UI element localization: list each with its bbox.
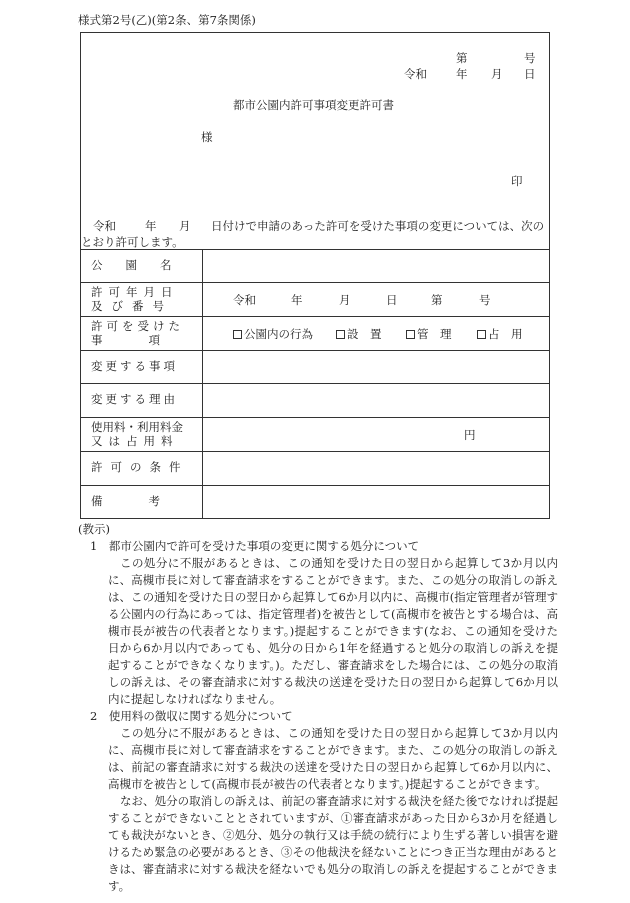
permit-form <box>80 32 550 519</box>
permit-date-label-line2: 及び番号 <box>91 299 173 313</box>
section1-title: 1 都市公園内で許可を受けた事項の変更に関する処分について <box>90 539 420 553</box>
table-line <box>81 451 549 452</box>
permit-date-nen: 年 <box>291 293 303 307</box>
intro-text-line1: 日付けで申請のあった許可を受けた事項の変更については、次の <box>211 219 545 233</box>
permit-date-label-text: 許可年月日 <box>91 285 179 299</box>
change-item-label: 変更する事項 <box>91 359 178 373</box>
checkbox-icon[interactable] <box>233 330 242 339</box>
table-line <box>81 316 549 317</box>
fee-label-line2: 又は占用料 <box>91 434 179 448</box>
table-line <box>81 350 549 351</box>
permitted-item-label-line1: 許可を受けた <box>91 319 184 333</box>
option-occupancy[interactable] <box>477 326 523 342</box>
option-label: 公園内の行為 <box>244 327 313 341</box>
page-title: 都市公園内許可事項変更許可書 <box>233 98 394 112</box>
permit-number-go: 号 <box>479 293 491 307</box>
option-installation[interactable] <box>336 326 382 342</box>
option-park-activity[interactable] <box>233 326 313 342</box>
permit-date-hi: 日 <box>386 293 398 307</box>
permit-number-dai: 第 <box>431 293 443 307</box>
intro-reiwa: 令和 <box>93 219 116 233</box>
table-divider <box>202 249 203 519</box>
permit-date-tsuki: 月 <box>339 293 351 307</box>
instructions-heading: (教示) <box>78 522 110 536</box>
park-name-label: 公 園 名 <box>91 258 172 272</box>
table-line <box>81 282 549 283</box>
form-id: 様式第2号(乙)(第2条、第7条関係) <box>78 13 256 27</box>
fee-label-line1: 使用料・利用料金 <box>91 420 183 434</box>
permit-date-reiwa: 令和 <box>233 293 256 307</box>
conditions-label: 許可の条件 <box>91 460 189 474</box>
doc-date-reiwa: 令和 <box>404 67 427 81</box>
fee-unit: 円 <box>464 428 476 442</box>
option-label: 占 用 <box>488 327 523 341</box>
intro-nen: 年 <box>145 219 157 233</box>
checkbox-icon[interactable] <box>477 330 486 339</box>
intro-tsuki: 月 <box>179 219 191 233</box>
option-label: 管 理 <box>417 327 452 341</box>
permitted-item-label-line2: 事 項 <box>91 333 160 347</box>
checkbox-icon[interactable] <box>336 330 345 339</box>
table-line <box>81 383 549 384</box>
remarks-label: 備 考 <box>91 494 160 508</box>
table-line <box>81 249 549 250</box>
section2-body2: なお、処分の取消しの訴えは、前記の審査請求に対する裁決を経た後でなければ提起することができないこととされていますが、①審査請求があった日から3か月を経過しても裁決がないとき、②処分、処分の執行又は手続の続行により生ずる著しい損害を避けるため緊急の必要があるとき、③その他裁決を経ないことにつき正当な理由があるときは、審査請求に対する裁決を経ないでも処分の取消しの訴えを提起することができます。 <box>108 794 558 893</box>
intro-text-line2: とおり許可します。 <box>81 235 184 249</box>
doc-date-tsuki: 月 <box>491 67 503 81</box>
section1-body: この処分に不服があるときは、この通知を受けた日の翌日から起算して3か月以内に、高槻市長に対して審査請求をすることができます。また、この処分の取消しの訴えは、この通知を受けた日の翌日から起算して6か月以内に、高槻市(指定管理者が管理する公園内の行為にあっては、指定管理者)を被告として(高槻市を被告とする場合は、高槻市長が被告の代表者となります。)提起することができます(なお、この通知を受けた日から6か月以内であっても、処分の日から1年を経過すると処分の取消しの訴えを提起することができなくなります。)。ただし、審査請求をした場合には、この処分の取消しの訴えは、その審査請求に対する裁決の送達を受けた日の翌日から起算して6か月以内に提起しなければなりません。 <box>108 556 558 706</box>
checkbox-icon[interactable] <box>406 330 415 339</box>
addressee-suffix: 様 <box>201 130 213 144</box>
section2-title: 2 使用料の徴収に関する処分について <box>90 709 293 723</box>
table-line <box>81 417 549 418</box>
permit-date-label-line1 <box>91 285 191 300</box>
table-line <box>81 485 549 486</box>
doc-number-dai: 第 <box>456 51 468 65</box>
seal-mark: 印 <box>511 174 523 188</box>
option-management[interactable] <box>406 326 452 342</box>
instructions <box>78 521 558 895</box>
section2-body1: この処分に不服があるときは、この通知を受けた日の翌日から起算して3か月以内に、高槻市長に対して審査請求をすることができます。また、この処分の取消しの訴えは、前記の審査請求に対する裁決の送達を受けた日の翌日から起算して6か月以内に、高槻市を被告として(高槻市長が被告の代表者となります。)提起することができます。 <box>108 726 558 791</box>
doc-number-go: 号 <box>524 51 536 65</box>
doc-date-nen: 年 <box>456 67 468 81</box>
change-reason-label: 変更する理由 <box>91 392 178 406</box>
option-label: 設 置 <box>347 327 382 341</box>
doc-date-hi: 日 <box>524 67 536 81</box>
